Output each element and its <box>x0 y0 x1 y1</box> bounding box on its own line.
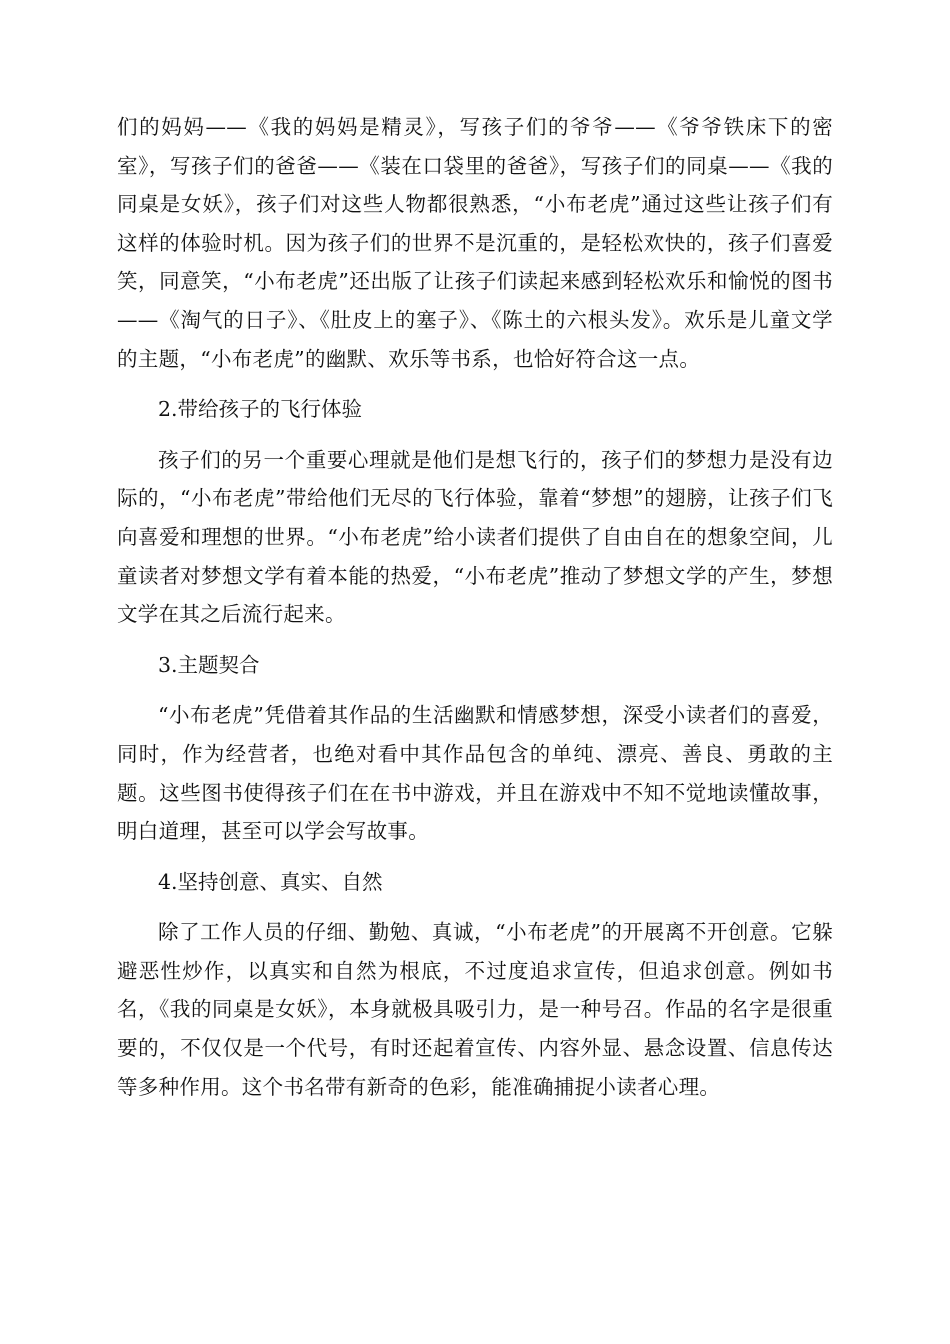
paragraph-flight-experience: 孩子们的另一个重要心理就是他们是想飞行的，孩子们的梦想力是没有边际的，“小布老虎”带给他们无尽的飞行体验，靠着“梦想”的翅膀，让孩子们飞向喜爱和理想的世界。“小布老虎”给小读者们提供了自由自在的想象空间，儿童读者对梦想文学有着本能的热爱，“小布老虎”推动了梦想文学的产生，梦想文学在其之后流行起来。 <box>117 447 833 627</box>
section-heading-4: 4.坚持创意、真实、自然 <box>158 869 383 894</box>
section-heading-3: 3.主题契合 <box>158 652 260 677</box>
document-page <box>117 108 833 1106</box>
section-heading-2: 2.带给孩子的飞行体验 <box>158 397 363 422</box>
paragraph-theme: “小布老虎”凭借着其作品的生活幽默和情感梦想，深受小读者们的喜爱，同时，作为经营者，也绝对看中其作品包含的单纯、漂亮、善良、勇敢的主题。这些图书使得孩子们在在书中游戏，并且在游戏中不知不觉地读懂故事，明白道理，甚至可以学会写故事。 <box>117 703 833 844</box>
paragraph-creativity: 除了工作人员的仔细、勤勉、真诚，“小布老虎”的开展离不开创意。它躲避恶性炒作，以真实和自然为根底，不过度追求宣传，但追求创意。例如书名，《我的同桌是女妖》，本身就极具吸引力，是一种号召。作品的名字是很重要的，不仅仅是一个代号，有时还起着宣传、内容外显、悬念设置、信息传达等多种作用。这个书名带有新奇的色彩，能准确捕捉小读者心理。 <box>117 920 833 1099</box>
paragraph-continued: 们的妈妈——《我的妈妈是精灵》，写孩子们的爷爷——《爷爷铁床下的密室》，写孩子们的爸爸——《装在口袋里的爸爸》，写孩子们的同桌——《我的同桌是女妖》，孩子们对这些人物都很熟悉，“小布老虎”通过这些让孩子们有这样的体验时机。因为孩子们的世界不是沉重的，是轻松欢快的，孩子们喜爱笑，同意笑，“小布老虎”还出版了让孩子们读起来感到轻松欢乐和愉悦的图书——《淘气的日子》、《肚皮上的塞子》、《陈土的六根头发》。欢乐是儿童文学的主题，“小布老虎”的幽默、欢乐等书系，也恰好符合这一点。 <box>117 115 833 371</box>
